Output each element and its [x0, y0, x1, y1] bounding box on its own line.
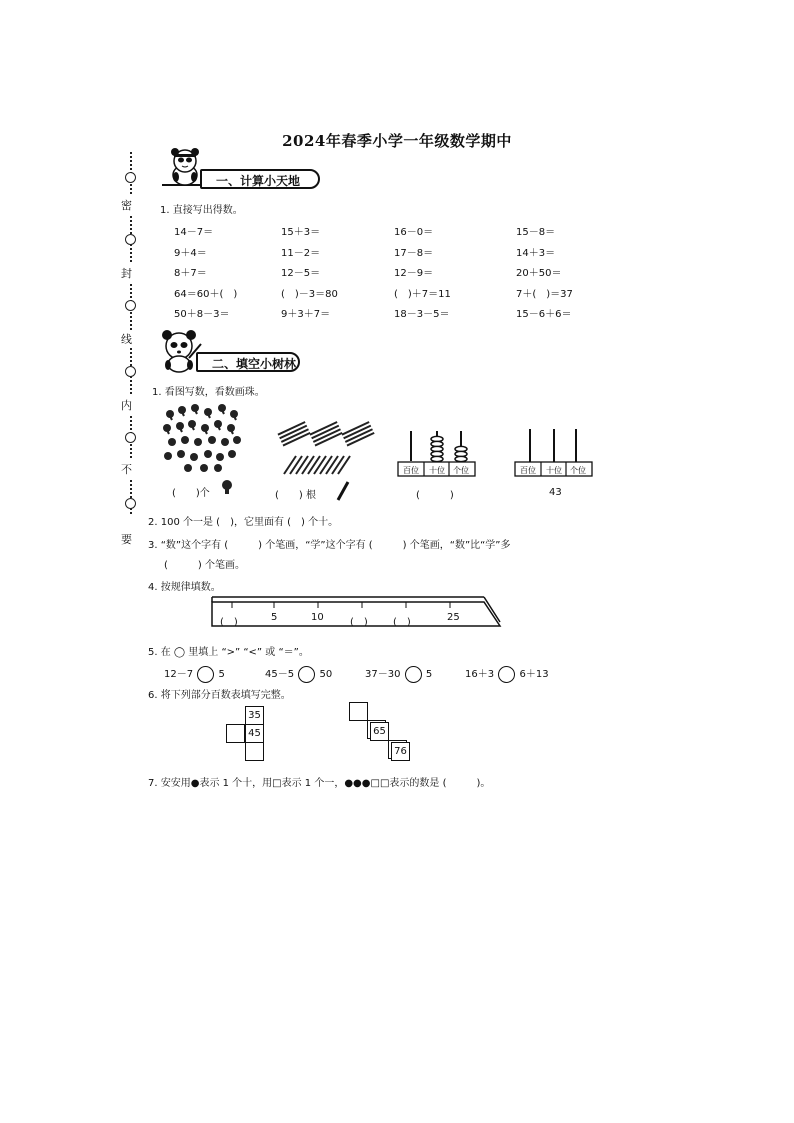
section2-banner: 二、填空小树林	[196, 352, 300, 372]
caption-sticks: ( ) 根	[275, 490, 316, 501]
equation: 12－9＝	[394, 268, 434, 279]
compare-circle[interactable]	[498, 666, 515, 683]
compare-circle[interactable]	[197, 666, 214, 683]
compare-left: 45－5	[265, 669, 295, 680]
compare-item	[164, 665, 225, 683]
compare-left: 16＋3	[465, 669, 495, 680]
equation: 15＋3＝	[281, 227, 321, 238]
compare-item	[265, 665, 332, 683]
binding-char: 封	[121, 264, 132, 282]
section2-q7: 7. 安安用●表示 1 个十，用□表示 1 个一，●●●□□表示的数是 ( )。	[148, 778, 491, 789]
mushroom-cluster-icon	[162, 402, 244, 474]
equation: ( )－3＝80	[281, 289, 338, 300]
table-cell-empty[interactable]	[226, 724, 245, 743]
table-cell: 76	[391, 742, 410, 761]
table-cell: 35	[245, 706, 264, 725]
compare-circle[interactable]	[405, 666, 422, 683]
stick-bundles-icon	[274, 420, 379, 478]
binding-char: 要	[121, 530, 132, 548]
mushroom-icon	[221, 479, 233, 495]
binding-char: 不	[121, 460, 132, 478]
ruler-label: ( )	[220, 617, 238, 628]
abacus-label: 个位	[570, 466, 586, 475]
equation: 8＋7＝	[174, 268, 207, 279]
equation: 64＝60＋( )	[174, 289, 238, 300]
section2-q6: 6. 将下列部分百数表填写完整。	[148, 690, 291, 701]
abacus-icon	[397, 425, 477, 477]
binding-hole	[125, 300, 136, 311]
binding-hole	[125, 234, 136, 245]
section2-q4: 4. 按规律填数。	[148, 582, 221, 593]
table-cell: 65	[370, 722, 389, 741]
abacus-label: 百位	[520, 466, 536, 475]
compare-left: 12－7	[164, 669, 194, 680]
ruler-label: 5	[271, 612, 278, 623]
equation: 11－2＝	[281, 248, 321, 259]
compare-right: 5	[218, 669, 225, 680]
equation: 20＋50＝	[516, 268, 562, 279]
section1-banner: 一、计算小天地	[200, 169, 320, 189]
equation: 15－8＝	[516, 227, 556, 238]
ruler-label: ( )	[393, 617, 411, 628]
ruler-label: 10	[311, 612, 324, 623]
binding-hole	[125, 432, 136, 443]
compare-item	[365, 665, 432, 683]
ruler-label: ( )	[350, 617, 368, 628]
equation: 7＋( )＝37	[516, 289, 573, 300]
equation: ( )＋7＝11	[394, 289, 451, 300]
compare-right: 5	[425, 669, 433, 680]
abacus-label: 十位	[546, 466, 562, 475]
equation: 16－0＝	[394, 227, 434, 238]
equation: 14－7＝	[174, 227, 214, 238]
equation: 17－8＝	[394, 248, 434, 259]
compare-circle[interactable]	[298, 666, 315, 683]
section1-q1: 1. 直接写出得数。	[160, 205, 243, 216]
table-cell-empty[interactable]	[349, 702, 368, 721]
abacus-label: 个位	[453, 466, 469, 475]
binding-char: 线	[121, 330, 132, 348]
caption-mushrooms: ( )个	[172, 488, 210, 499]
binding-hole	[125, 498, 136, 509]
abacus-empty-icon	[514, 425, 594, 477]
table-cell: 45	[245, 724, 264, 743]
stick-icon	[336, 481, 350, 501]
table-cell-empty[interactable]	[245, 742, 264, 761]
binding-hole	[125, 366, 136, 377]
binding-char: 密	[121, 196, 132, 214]
compare-right: 50	[319, 669, 333, 680]
ruler-label: 25	[447, 612, 460, 623]
section2-q2: 2. 100 个一是 ( )，它里面有 ( ) 个十。	[148, 517, 339, 528]
section2-q3-line1: 3. “数”这个字有 ( ) 个笔画，“学”这个字有 ( ) 个笔画，“数”比“学”多	[148, 540, 511, 551]
page-title: 2024年春季小学一年级数学期中	[282, 132, 512, 150]
equation: 50＋8－3＝	[174, 309, 230, 320]
compare-item	[465, 665, 549, 683]
equation: 12－5＝	[281, 268, 321, 279]
binding-hole	[125, 172, 136, 183]
binding-char: 内	[121, 396, 132, 414]
equation: 14＋3＝	[516, 248, 556, 259]
compare-right: 6＋13	[519, 669, 549, 680]
caption-number: 43	[549, 487, 562, 498]
section2-q1: 1. 看图写数，看数画珠。	[152, 387, 265, 398]
section2-q5: 5. 在 ◯ 里填上 “>” “<” 或 “＝”。	[148, 647, 309, 658]
compare-left: 37－30	[365, 669, 401, 680]
caption-abacus-answer: ( )	[416, 490, 454, 501]
abacus-label: 百位	[403, 466, 419, 475]
abacus-label: 十位	[429, 466, 445, 475]
section2-q3-line2: ( ) 个笔画。	[164, 560, 245, 571]
equation: 9＋3＋7＝	[281, 309, 331, 320]
equation: 15－6＋6＝	[516, 309, 572, 320]
equation: 18－3－5＝	[394, 309, 450, 320]
equation: 9＋4＝	[174, 248, 207, 259]
